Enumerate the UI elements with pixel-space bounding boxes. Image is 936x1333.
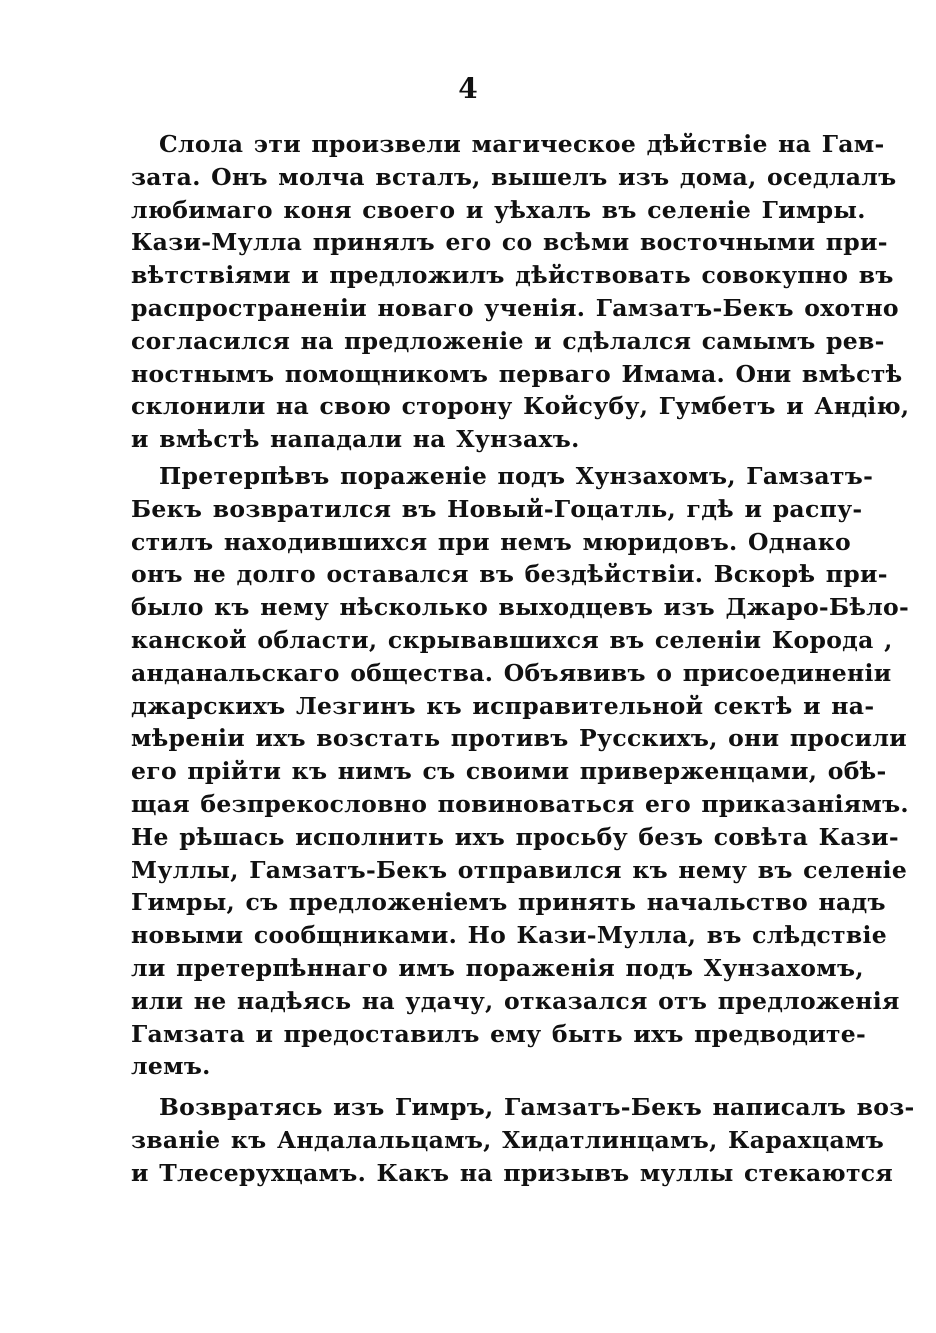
text-line: джарскихъ Лезгинъ къ исправительной сектѣ и на- [131, 691, 875, 720]
text-line: распространеніи новаго ученія. Гамзатъ-Бекъ охотно [131, 293, 899, 322]
text-line: Не рѣшась исполнить ихъ просьбу безъ совѣта Кази- [131, 822, 899, 851]
text-line: или не надѣясь на удачу, отказался отъ предложенія [131, 986, 900, 1015]
text-line: званіе къ Андалальцамъ, Хидатлинцамъ, Карахцамъ [131, 1125, 885, 1154]
text-line: мѣреніи ихъ возстать противъ Русскихъ, они просили [131, 724, 907, 753]
text-line: и вмѣстѣ нападали на Хунзахъ. [131, 425, 580, 454]
paragraph-2 [131, 460, 910, 1083]
paragraph-1 [131, 128, 910, 456]
text-line: вѣтствіями и предложилъ дѣйствовать совокупно въ [131, 261, 894, 290]
text-line: Бекъ возвратился въ Новый-Гоцатль, гдѣ и распу- [131, 494, 863, 523]
text-line: согласился на предложеніе и сдѣлался самымъ рев- [131, 326, 885, 355]
text-line: Кази-Мулла принялъ его со всѣми восточными при- [131, 228, 888, 257]
text-line: Гимры, съ предложеніемъ принять начальство надъ [131, 888, 886, 917]
text-line: склонили на свою сторону Койсубу, Гумбетъ и Андію, [131, 392, 910, 421]
text-line: анданальскаго общества. Объявивъ о присоединеніи [131, 658, 892, 687]
paragraph-3 [131, 1091, 915, 1189]
text-line: лемъ. [131, 1052, 211, 1081]
text-line: Гамзата и предоставилъ ему быть ихъ предводите- [131, 1019, 867, 1048]
text-line: Претерпѣвъ пораженіе подъ Хунзахомъ, Гамзатъ- [159, 462, 874, 490]
text-line: онъ не долго оставался въ бездѣйствіи. Вскорѣ при- [131, 560, 888, 589]
text-line: канской области, скрывавшихся въ селеніи Корода , [131, 625, 893, 654]
text-line: его прійти къ нимъ съ своими приверженцами, обѣ- [131, 757, 887, 786]
text-line: стилъ находившихся при немъ мюридовъ. Однако [131, 527, 852, 556]
text-line: и Тлесерухцамъ. Какъ на призывъ муллы стекаются [131, 1158, 894, 1187]
text-line: ностнымъ помощникомъ перваго Имама. Они вмѣстѣ [131, 359, 903, 388]
text-line: Муллы, Гамзатъ-Бекъ отправился къ нему въ селеніе [131, 855, 908, 884]
text-line: Возвратясь изъ Гимръ, Гамзатъ-Бекъ написалъ воз- [159, 1093, 915, 1121]
text-line: было къ нему нѣсколько выходцевъ изъ Джаро-Бѣло- [131, 593, 910, 622]
text-line: любимаго коня своего и уѣхалъ въ селеніе Гимры. [131, 195, 866, 224]
text-line: Слола эти произвели магическое дѣйствіе на Гам- [159, 130, 885, 158]
text-line: новыми сообщниками. Но Кази-Мулла, въ слѣдствіе [131, 921, 887, 950]
page-number: 4 [458, 72, 478, 105]
text-line: ли претерпѣннаго имъ пораженія подъ Хунзахомъ, [131, 953, 864, 982]
text-line: щая безпрекословно повиноваться его приказаніямъ. [131, 789, 909, 818]
text-line: зата. Онъ молча всталъ, вышелъ изъ дома, оседлалъ [131, 162, 897, 191]
